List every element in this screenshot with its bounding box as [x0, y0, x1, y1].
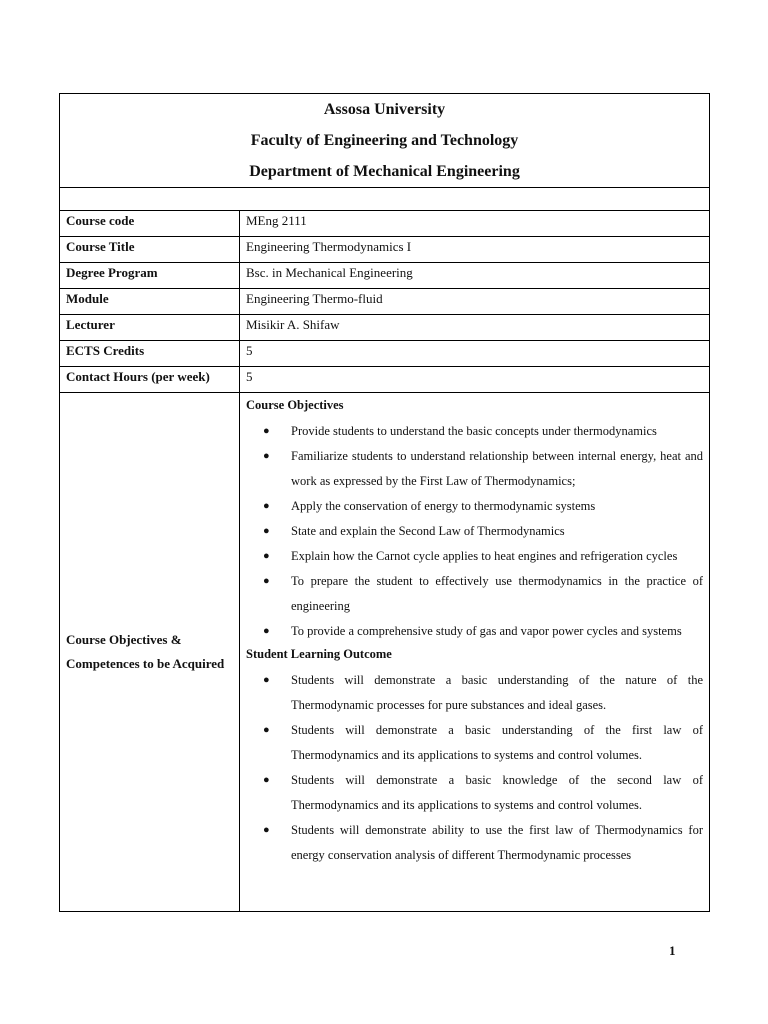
row-label: ECTS Credits [60, 341, 240, 367]
objectives-content [240, 393, 710, 912]
bullet-icon: ● [263, 550, 270, 562]
row-value: Engineering Thermo-fluid [240, 289, 710, 315]
objectives-heading: Course Objectives [246, 398, 344, 412]
table-row [60, 341, 710, 367]
list-item [246, 569, 703, 619]
table-row [60, 315, 710, 341]
outcomes-heading: Student Learning Outcome [246, 647, 392, 661]
outcome-text: Students will demonstrate a basic knowledge of the second law of Thermodynamics and its applications to systems and control volumes. [291, 773, 703, 812]
row-label: Module [60, 289, 240, 315]
header-cell [60, 94, 710, 188]
objective-text: To provide a comprehensive study of gas and vapor power cycles and systems [291, 624, 682, 638]
objective-text: Familiarize students to understand relationship between internal energy, heat and work as expressed by the First Law of Thermodynamics; [291, 449, 703, 488]
table-row [60, 211, 710, 237]
bullet-icon: ● [263, 724, 270, 736]
list-item [246, 619, 703, 644]
row-value: 5 [240, 341, 710, 367]
table-row [60, 289, 710, 315]
outcome-text: Students will demonstrate a basic understanding of the nature of the Thermodynamic processes for pure substances and ideal gases. [291, 673, 703, 712]
outcome-text: Students will demonstrate ability to use the first law of Thermodynamics for energy conservation analysis of different Thermodynamic processes [291, 823, 703, 862]
bullet-icon: ● [263, 824, 270, 836]
list-item [246, 768, 703, 818]
table-row [60, 237, 710, 263]
table-row [60, 263, 710, 289]
row-label: Lecturer [60, 315, 240, 341]
list-item [246, 519, 703, 544]
bullet-icon: ● [263, 425, 270, 437]
list-item [246, 544, 703, 569]
objective-text: State and explain the Second Law of Thermodynamics [291, 524, 565, 538]
spacer-cell [60, 188, 710, 211]
objective-text: To prepare the student to effectively use thermodynamics in the practice of engineering [291, 574, 703, 613]
bullet-icon: ● [263, 575, 270, 587]
row-label: Course Title [60, 237, 240, 263]
list-item [246, 444, 703, 494]
course-info-table [59, 93, 710, 912]
department-name: Department of Mechanical Engineering [249, 163, 520, 180]
row-value: Misikir A. Shifaw [240, 315, 710, 341]
row-label: Degree Program [60, 263, 240, 289]
bullet-icon: ● [263, 525, 270, 537]
page-number: 1 [669, 943, 676, 958]
row-label: Contact Hours (per week) [60, 367, 240, 393]
bullet-icon: ● [263, 500, 270, 512]
objective-text: Provide students to understand the basic concepts under thermodynamics [291, 424, 657, 438]
objective-text: Explain how the Carnot cycle applies to heat engines and refrigeration cycles [291, 549, 678, 563]
list-item [246, 494, 703, 519]
outcome-text: Students will demonstrate a basic understanding of the first law of Thermodynamics and its applications to systems and control volumes. [291, 723, 703, 762]
list-item [246, 419, 703, 444]
table-row [60, 367, 710, 393]
row-label: Course code [60, 211, 240, 237]
list-item [246, 718, 703, 768]
spacer-row [60, 188, 710, 211]
objectives-row [60, 393, 710, 912]
university-name: Assosa University [323, 101, 446, 118]
row-value: 5 [240, 367, 710, 393]
row-value: MEng 2111 [240, 211, 710, 237]
list-item [246, 668, 703, 718]
row-value: Engineering Thermodynamics I [240, 237, 710, 263]
objective-text: Apply the conservation of energy to thermodynamic systems [291, 499, 596, 513]
objectives-list [246, 419, 703, 644]
faculty-name: Faculty of Engineering and Technology [250, 132, 519, 149]
bullet-icon: ● [263, 450, 270, 462]
row-value: Bsc. in Mechanical Engineering [240, 263, 710, 289]
bullet-icon: ● [263, 674, 270, 686]
list-item [246, 818, 703, 868]
header-row [60, 94, 710, 188]
objectives-label: Course Objectives & Competences to be Acquired [60, 393, 240, 912]
bullet-icon: ● [263, 625, 270, 637]
outcomes-list [246, 668, 703, 868]
bullet-icon: ● [263, 774, 270, 786]
